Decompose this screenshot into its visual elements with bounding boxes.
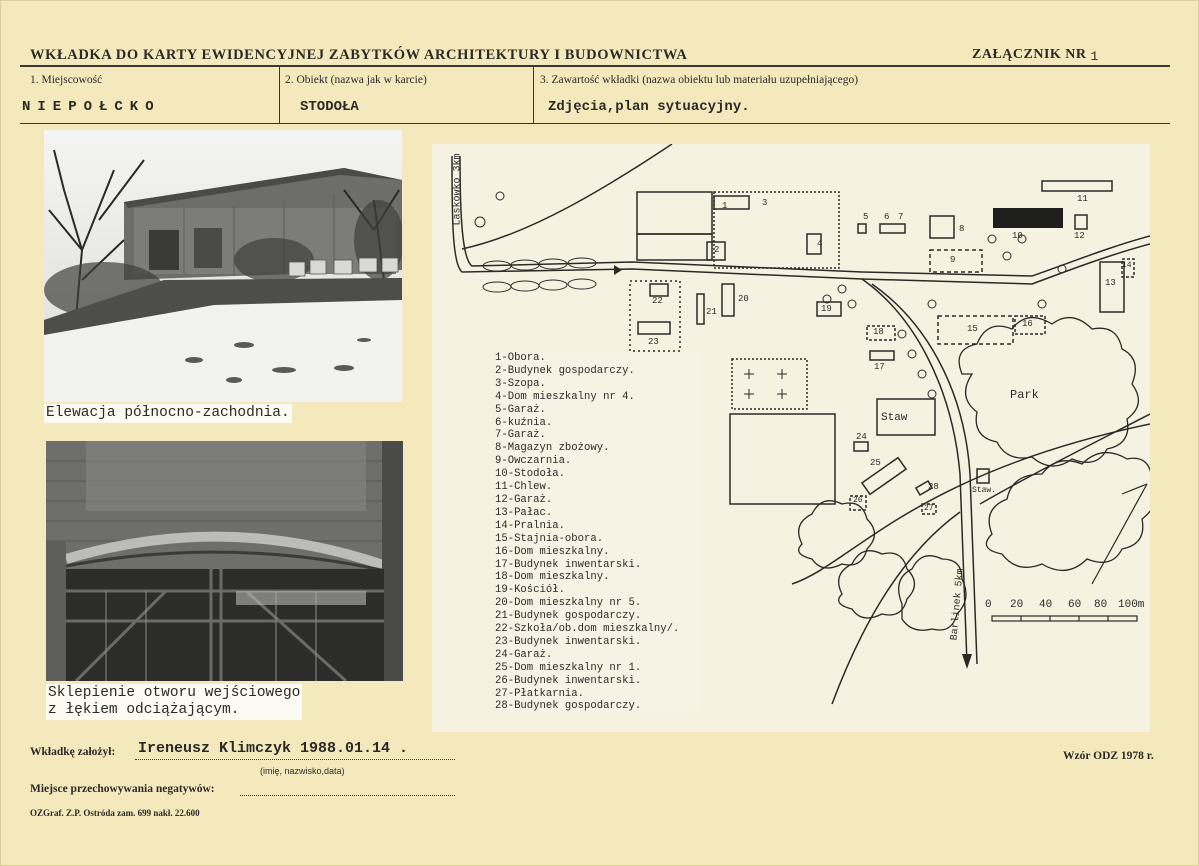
pattern-label: Wzór ODZ 1978 r.: [1063, 750, 1154, 762]
building-number: 21: [706, 307, 717, 317]
pond-small-label: Staw.: [972, 486, 997, 495]
photo1-caption: Elewacja północno-zachodnia.: [46, 405, 290, 421]
building-number: 18: [873, 327, 884, 337]
building-number: 26: [853, 496, 863, 505]
building-number: 1: [722, 201, 728, 211]
attachment-number: 1: [1090, 49, 1099, 64]
legend-item: 11-Chlew.: [495, 481, 553, 494]
attachment-label-text: ZAŁĄCZNIK NR: [972, 47, 1087, 62]
content-value: Zdjęcia,plan sytuacyjny.: [548, 99, 750, 115]
scale-label: 100m: [1118, 599, 1145, 611]
pond-label: Staw: [881, 412, 908, 424]
legend-item: 4-Dom mieszkalny nr 4.: [495, 390, 635, 403]
storage-dotted-line: [240, 795, 455, 796]
author-value: Ireneusz Klimczyk 1988.01.14 .: [138, 740, 409, 757]
building-number: 23: [648, 337, 659, 347]
road-label-laskowko: Laskówko 3km: [452, 153, 464, 226]
fields-rule: [20, 123, 1170, 124]
legend-item: 13-Pałac.: [495, 506, 553, 519]
legend-item: 12-Garaż.: [495, 493, 553, 506]
building-number: 4: [817, 239, 823, 249]
building-number: 22: [652, 296, 663, 306]
scale-label: 20: [1010, 599, 1024, 611]
park-label: Park: [1010, 388, 1039, 402]
legend-item: 2-Budynek gospodarczy.: [495, 364, 635, 377]
legend-item: 16-Dom mieszkalny.: [495, 545, 610, 558]
building-number: 7: [898, 212, 904, 222]
building-number: 28: [928, 482, 939, 492]
building-number: 17: [874, 362, 885, 372]
legend-item: 1-Obora.: [495, 352, 546, 364]
legend-item: 14-Pralnia.: [495, 519, 565, 532]
object-label: 2. Obiekt (nazwa jak w karcie): [285, 74, 427, 86]
legend-item: 28-Budynek gospodarczy.: [495, 700, 642, 713]
legend-item: 3-Szopa.: [495, 377, 546, 390]
barn-exterior-image: [44, 130, 402, 402]
legend-item: 7-Garaż.: [495, 429, 546, 442]
barn-exterior-photo: [44, 130, 402, 402]
scale-label: 0: [985, 599, 992, 611]
map-legend: [495, 352, 700, 713]
legend-item: 19-Kościół.: [495, 584, 565, 597]
building-number: 10: [1012, 231, 1023, 241]
author-hint: (imię, nazwisko,data): [260, 766, 345, 776]
field-divider: [533, 67, 534, 124]
legend-item: 10-Stodoła.: [495, 468, 565, 481]
legend-item: 6-kuźnia.: [495, 416, 553, 429]
scale-label: 60: [1068, 599, 1082, 611]
card-title: WKŁADKA DO KARTY EWIDENCYJNEJ ZABYTKÓW ARCHITEKTURY I BUDOWNICTWA: [30, 47, 688, 63]
photo2-caption: [46, 684, 302, 720]
attachment-label: [972, 47, 1099, 63]
building-number: 15: [967, 324, 978, 334]
building-number: 19: [821, 304, 832, 314]
legend-item: 23-Budynek inwentarski.: [495, 635, 642, 648]
object-value: STODOŁA: [300, 99, 359, 115]
legend-item: 5-Garaż.: [495, 403, 546, 416]
legend-item: 18-Dom mieszkalny.: [495, 571, 610, 584]
building-number: 13: [1105, 278, 1116, 288]
building-number: 8: [959, 224, 965, 234]
photo2-caption-line1: Sklepienie otworu wejściowego: [48, 685, 301, 701]
legend-item: 21-Budynek gospodarczy.: [495, 610, 642, 623]
field-divider: [279, 67, 280, 124]
entrance-arch-photo: [46, 441, 403, 681]
legend-item: 25-Dom mieszkalny nr 1.: [495, 661, 642, 674]
locality-label: 1. Miejscowość: [30, 74, 103, 86]
building-number: 9: [950, 255, 956, 265]
building-number: 6: [884, 212, 890, 222]
building-number: 27: [924, 504, 934, 513]
legend-item: 22-Szkoła/ob.dom mieszkalny/.: [495, 623, 680, 636]
legend-item: 20-Dom mieszkalny nr 5.: [495, 597, 642, 610]
legend-item: 9-Owczarnia.: [495, 455, 572, 468]
storage-label: Miejsce przechowywania negatywów:: [30, 783, 215, 795]
legend-item: 27-Płatkarnia.: [495, 687, 585, 700]
printer-note: OZGraf. Z.P. Ostróda zam. 699 nakł. 22.600: [30, 808, 200, 818]
building-number: 12: [1074, 231, 1085, 241]
building-number: 5: [863, 212, 869, 222]
building-number: 24: [856, 432, 867, 442]
building-number: 16: [1022, 319, 1033, 329]
building-number: 11: [1077, 194, 1088, 204]
locality-value: NIEPOŁCKO: [22, 99, 161, 115]
author-dotted-line: [135, 759, 455, 760]
building-number: 2: [714, 245, 720, 255]
scale-label: 40: [1039, 599, 1053, 611]
legend-item: 26-Budynek inwentarski.: [495, 674, 642, 687]
author-label: Wkładkę założył:: [30, 746, 116, 758]
content-label: 3. Zawartość wkładki (nazwa obiektu lub materiału uzupełniającego): [540, 74, 859, 86]
legend-item: 17-Budynek inwentarski.: [495, 558, 642, 571]
photo2-caption-line2: z łękiem odciążającym.: [48, 702, 240, 718]
entrance-arch-image: [46, 441, 403, 681]
legend-item: 24-Garaż.: [495, 648, 553, 661]
building-number: 20: [738, 294, 749, 304]
building-number: 14: [1122, 261, 1132, 270]
building-number: 25: [870, 458, 881, 468]
legend-item: 15-Stajnia-obora.: [495, 532, 604, 545]
legend-item: 8-Magazyn zbożowy.: [495, 442, 610, 455]
header-rule: [20, 65, 1170, 67]
scale-label: 80: [1094, 599, 1108, 611]
building-number: 3: [762, 198, 768, 208]
road-label-barlinek: Barlinek 5km: [949, 568, 967, 641]
